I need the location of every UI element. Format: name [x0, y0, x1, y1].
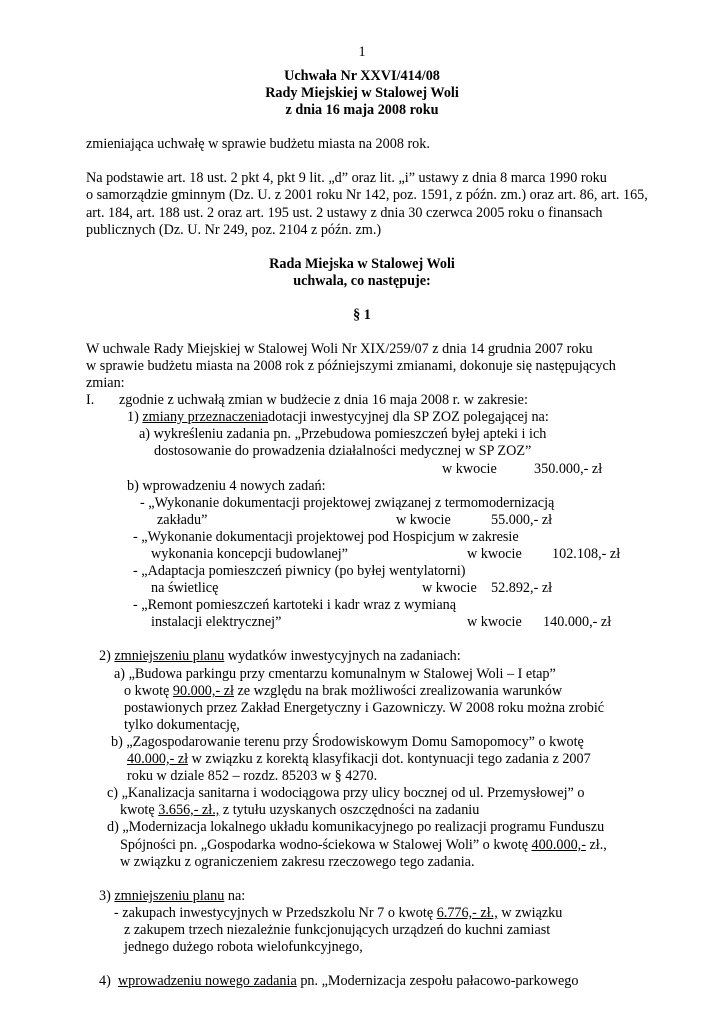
amount-label: w kwocie [467, 546, 522, 562]
item-number: 1) [127, 409, 139, 425]
text: z tytułu uzyskanych oszczędności na zadaniu [219, 802, 480, 818]
amount-underlined: 400.000,- [531, 837, 586, 853]
item-number: 2) [99, 648, 111, 664]
resolution-title: Uchwała Nr XXVI/414/08 [284, 68, 440, 84]
amount-value: 102.108,- zł [552, 546, 621, 562]
text: - zakupach inwestycyjnych w Przedszkolu Nr 7 o kwotę [114, 905, 437, 921]
item-2-underlined: zmniejszeniu planu [114, 648, 225, 664]
resolves-heading: uchwala, co następuje: [293, 273, 431, 289]
amount-underlined: 90.000,- zł [172, 683, 234, 699]
legal-basis-line: publicznych (Dz. U. Nr 249, poz. 2104 z późn. zm.) [86, 222, 382, 238]
item-1-underlined: zmiany przeznaczenia [142, 409, 269, 425]
item-4-heading [99, 973, 578, 990]
item-1a-line: dostosowanie do prowadzenia działalności medycznej w SP ZOZ” [154, 443, 532, 459]
item-2b-line [127, 751, 591, 768]
intro-line: w sprawie budżetu miasta na 2008 rok z późniejszymi zmianami, dokonuje się następujących [86, 358, 616, 374]
item-2a-line: a) „Budowa parkingu przy cmentarzu komunalnym w Stalowej Woli – I etap” [114, 666, 556, 682]
amount-underlined: 3.656,- zł., [158, 802, 220, 818]
item-2d-line: w związku z ograniczeniem zakresu rzeczowego tego zadania. [120, 854, 475, 870]
item-number: 4) [99, 973, 111, 989]
item-2d-line: d) „Modernizacja lokalnego układu komunikacyjnego po realizacji programu Funduszu [107, 819, 605, 835]
part-text: zgodnie z uchwałą zmian w budżecie z dnia 16 maja 2008 r. w zakresie: [119, 392, 528, 408]
amount-underlined: 6.776,- zł., [436, 905, 498, 921]
task-line: - „Adaptacja pomieszczeń piwnicy (po byłej wentylatorni) [133, 563, 466, 579]
item-2-heading [99, 648, 461, 665]
text: ze względu na brak możliwości zrealizowania warunków [233, 683, 563, 699]
amount-label: w kwocie [422, 580, 477, 596]
task-line: instalacji elektrycznej” [151, 614, 282, 630]
amount-value: 52.892,- zł [491, 580, 553, 596]
amount-value: 350.000,- zł [534, 461, 603, 477]
page-number: 1 [358, 44, 366, 60]
legal-basis-line: art. 184, art. 188 ust. 2 oraz art. 195 ust. 2 ustawy z dnia 30 czerwca 2005 roku o finansach [86, 205, 603, 221]
text: w związku z korektą klasyfikacji dot. kontynuacji tego zadania z 2007 [188, 751, 591, 767]
item-2a-line: postawionych przez Zakład Energetyczny i Gazowniczy. W 2008 roku można zrobić [124, 700, 605, 716]
amount-label: w kwocie [396, 512, 451, 528]
part-number: I. [86, 392, 95, 408]
item-2b-line: b) „Zagospodarowanie terenu przy Środowiskowym Domu Samopomocy” o kwotę [111, 734, 584, 750]
item-4-underlined: wprowadzeniu nowego zadania [117, 973, 297, 989]
text: Spójności pn. „Gospodarka wodno-ściekowa w Stalowej Woli” o kwotę [120, 837, 532, 853]
text: w związku [497, 905, 563, 921]
text: o kwotę [124, 683, 173, 699]
task-line: zakładu” [157, 512, 208, 528]
item-1a-line: a) wykreśleniu zadania pn. „Przebudowa pomieszczeń byłej apteki i ich [139, 426, 547, 442]
council-heading: Rada Miejska w Stalowej Woli [269, 256, 455, 272]
task-line: - „Wykonanie dokumentacji projektowej związanej z termomodernizacją [140, 495, 555, 511]
item-1-rest: dotacji inwestycyjnej dla SP ZOZ polegającej na: [268, 409, 549, 425]
item-2c-line [120, 802, 479, 819]
item-1b-heading: b) wprowadzeniu 4 nowych zadań: [127, 478, 326, 494]
item-3-heading [99, 888, 245, 905]
item-4-rest: pn. „Modernizacja zespołu pałacowo-parkowego [296, 973, 579, 989]
item-2d-line [120, 837, 607, 854]
item-2c-line: c) „Kanalizacja sanitarna i wodociągowa przy ulicy bocznej od ul. Przemysłowej” o [107, 785, 585, 801]
amount-label: w kwocie [442, 461, 497, 477]
item-1-heading [127, 409, 549, 426]
item-3-line: z zakupem trzech niezależnie funkcjonujących urządzeń do kuchni zamiast [124, 922, 551, 938]
section-mark: § 1 [353, 307, 371, 323]
intro-line: W uchwale Rady Miejskiej w Stalowej Woli Nr XIX/259/07 z dnia 14 grudnia 2007 roku [86, 341, 593, 357]
item-number: 3) [99, 888, 111, 904]
amount-label: w kwocie [467, 614, 522, 630]
resolution-subject: zmieniająca uchwałę w sprawie budżetu miasta na 2008 rok. [86, 136, 430, 152]
item-3-line [114, 905, 562, 922]
task-line: na świetlicę [151, 580, 219, 596]
resolution-date: z dnia 16 maja 2008 roku [285, 102, 439, 118]
task-line: wykonania koncepcji budowlanej” [151, 546, 348, 562]
text: kwotę [120, 802, 159, 818]
legal-basis-line: o samorządzie gminnym (Dz. U. z 2001 roku Nr 142, poz. 1591, z późn. zm.) oraz art. 86, art. 165, [86, 187, 648, 203]
intro-line: zmian: [86, 375, 125, 391]
item-2a-line [124, 683, 562, 700]
legal-basis-line: Na podstawie art. 18 ust. 2 pkt 4, pkt 9 lit. „d” oraz lit. „i” ustawy z dnia 8 marca 1990 roku [86, 170, 607, 186]
text: zł., [585, 837, 607, 853]
item-2b-line: roku w dziale 852 – rozdz. 85203 w § 4270. [127, 768, 378, 784]
amount-value: 55.000,- zł [491, 512, 553, 528]
task-line: - „Wykonanie dokumentacji projektowej pod Hospicjum w zakresie [133, 529, 519, 545]
item-3-line: jednego dużego robota wielofunkcyjnego, [124, 939, 363, 955]
resolution-council: Rady Miejskiej w Stalowej Woli [265, 85, 459, 101]
amount-value: 140.000,- zł [543, 614, 612, 630]
item-3-rest: na: [224, 888, 246, 904]
item-3-underlined: zmniejszeniu planu [114, 888, 225, 904]
amount-underlined: 40.000,- zł [127, 751, 189, 767]
task-line: - „Remont pomieszczeń kartoteki i kadr wraz z wymianą [133, 597, 457, 613]
item-2a-line: tylko dokumentację, [124, 717, 240, 733]
item-2-rest: wydatków inwestycyjnych na zadaniach: [227, 648, 461, 664]
